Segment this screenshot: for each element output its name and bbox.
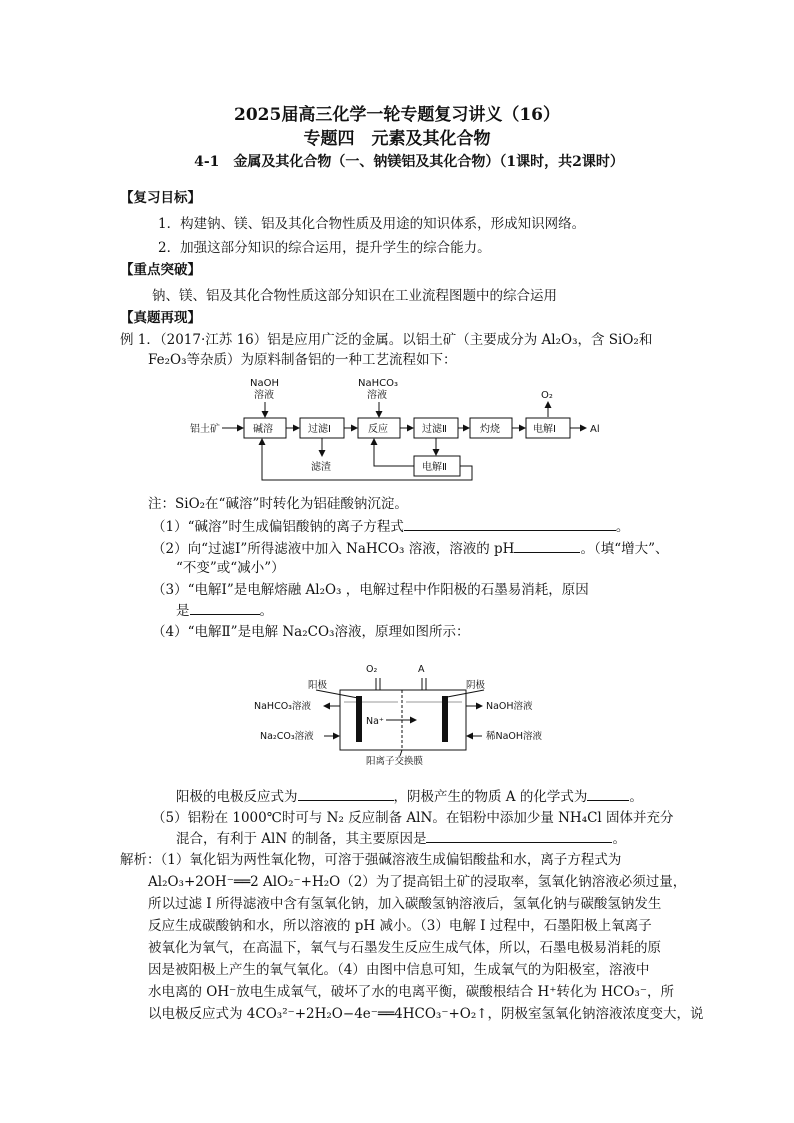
process-flow-diagram	[180, 372, 620, 484]
cathode-electrode	[442, 696, 448, 742]
flow-box-label: 电解Ⅰ	[533, 424, 556, 435]
question-5-cont	[176, 828, 626, 849]
flow-naoh: NaOH	[250, 378, 279, 389]
question-5: （5）铝粉在 1000℃时可与 N₂ 反应制备 AlN。在铝粉中添加少量 NH₄Cl 固体并充分	[152, 810, 674, 826]
question-text: （1）“碱溶”时生成偏铝酸钠的离子方程式	[152, 519, 404, 535]
analysis-line: 解析：（1）氧化铝为两性氧化物，可溶于强碱溶液生成偏铝酸盐和水，离子方程式为	[120, 852, 622, 868]
cell-left-bottom: Na₂CO₃溶液	[260, 731, 314, 742]
answer-blank[interactable]	[404, 516, 616, 531]
cell-anode: 阳极	[308, 680, 328, 691]
analysis-line: 因是被阳极上产生的氧气氧化。（4）由图中信息可知，生成氧气的为阳极室，溶液中	[148, 962, 650, 978]
flow-box-label: 灼烧	[480, 424, 500, 435]
document-subtitle: 专题四 元素及其化合物	[303, 129, 491, 149]
cell-right-top: NaOH溶液	[486, 701, 533, 712]
note-text: 注：SiO₂在“碱溶”时转化为铝硅酸钠沉淀。	[148, 496, 408, 512]
question-text: ，阴极产生的物质 A 的化学式为	[393, 789, 588, 805]
answer-blank[interactable]	[587, 786, 629, 801]
question-2-cont: “不变”或“减小”）	[176, 560, 285, 576]
example-intro: Fe₂O₃等杂质）为原料制备铝的一种工艺流程如下：	[148, 352, 457, 368]
question-text: 阳极的电极反应式为	[176, 789, 298, 805]
flow-al: Al	[590, 424, 600, 435]
flow-residue: 滤渣	[311, 462, 331, 473]
flow-box-label: 反应	[368, 424, 388, 435]
cell-o2: O₂	[366, 664, 378, 675]
question-text: 是	[176, 603, 190, 619]
answer-blank[interactable]	[298, 786, 394, 801]
cell-right-bottom: 稀NaOH溶液	[486, 731, 543, 742]
flow-box-label: 过滤Ⅱ	[422, 424, 447, 435]
analysis-line: 所以过滤 I 所得滤液中含有氢氧化钠，加入碳酸氢钠溶液后，氢氧化钠与碳酸氢钠发生	[148, 896, 662, 912]
cell-membrane: 阳离子交换膜	[366, 756, 424, 767]
question-end: 。	[612, 831, 626, 847]
section-title: 4-1 金属及其化合物（一、钠镁铝及其化合物）（1课时，共2课时）	[194, 154, 624, 170]
question-end: 。	[259, 603, 273, 619]
question-text: 。（填“增大”、	[580, 541, 669, 557]
question-end: 。	[615, 519, 630, 535]
analysis-line: 水电离的 OH⁻放电生成氧气，破坏了水的电离平衡，碳酸根结合 H⁺转化为 HCO₃⁻，所	[148, 984, 674, 1000]
cell-left-top: NaHCO₃溶液	[254, 701, 311, 712]
analysis-line: 以电极反应式为 4CO₃²⁻+2H₂O−4e⁻══4HCO₃⁻+O₂↑，阴极室氢氧化钠溶液浓度变大，说	[148, 1006, 704, 1022]
flow-box-label: 碱溶	[253, 424, 273, 435]
anode-electrode	[356, 696, 362, 742]
flow-nahco3: NaHCO₃	[358, 378, 398, 389]
question-text: （2）向“过滤Ⅰ”所得滤液中加入 NaHCO₃ 溶液，溶液的 pH	[152, 541, 515, 557]
question-3-cont	[176, 600, 273, 621]
question-4: （4）“电解Ⅱ”是电解 Na₂CO₃溶液，原理如图所示：	[152, 624, 470, 640]
example-intro: 例 1．（2017·江苏 16）铝是应用广泛的金属。以铝土矿（主要成分为 Al₂O₃，含 SiO₂和	[120, 332, 653, 348]
document-title: 2025届高三化学一轮专题复习讲义（16）	[234, 105, 560, 125]
analysis-line: 被氧化为氧气，在高温下，氧气与石墨发生反应生成气体，所以，石墨电极易消耗的原	[148, 940, 661, 956]
question-1	[152, 516, 629, 537]
electrolysis-cell-diagram	[252, 660, 552, 770]
focus-heading: 【重点突破】	[120, 262, 201, 278]
flow-box-label: 过滤Ⅰ	[308, 424, 331, 435]
flow-start: 铝土矿	[190, 424, 220, 435]
question-text: 混合，有利于 AlN 的制备，其主要原因是	[176, 831, 427, 847]
question-3: （3）“电解Ⅰ”是电解熔融 Al₂O₃ ，电解过程中作阳极的石墨易消耗，原因	[152, 582, 589, 598]
goal-item: 1．构建钠、镁、铝及其化合物性质及用途的知识体系，形成知识网络。	[158, 216, 586, 232]
question-2	[152, 538, 669, 559]
flow-o2: O₂	[541, 390, 553, 401]
question-4-answers	[176, 786, 643, 807]
flow-nahco3-sol: 溶液	[367, 390, 387, 401]
cell-a: A	[418, 664, 425, 675]
flow-naoh-sol: 溶液	[254, 390, 274, 401]
answer-blank[interactable]	[426, 828, 612, 843]
question-end: 。	[629, 789, 643, 805]
cell-cathode: 阴极	[466, 680, 486, 691]
exam-heading: 【真题再现】	[120, 310, 201, 326]
answer-blank[interactable]	[514, 538, 580, 553]
goals-heading: 【复习目标】	[120, 190, 201, 206]
analysis-line: Al₂O₃+2OH⁻══2 AlO₂⁻+H₂O（2）为了提高铝土矿的浸取率，氢氧化钠溶液必须过量，	[148, 874, 687, 890]
cell-ion: Na⁺	[366, 716, 384, 727]
flow-box-label: 电解Ⅱ	[422, 462, 447, 473]
answer-blank[interactable]	[190, 600, 260, 615]
focus-text: 钠、镁、铝及其化合物性质这部分知识在工业流程图题中的综合运用	[152, 288, 557, 304]
analysis-line: 反应生成碳酸钠和水，所以溶液的 pH 减小。（3）电解 I 过程中，石墨阳极上氧离子	[148, 918, 652, 934]
goal-item: 2．加强这部分知识的综合运用，提升学生的综合能力。	[158, 240, 491, 256]
